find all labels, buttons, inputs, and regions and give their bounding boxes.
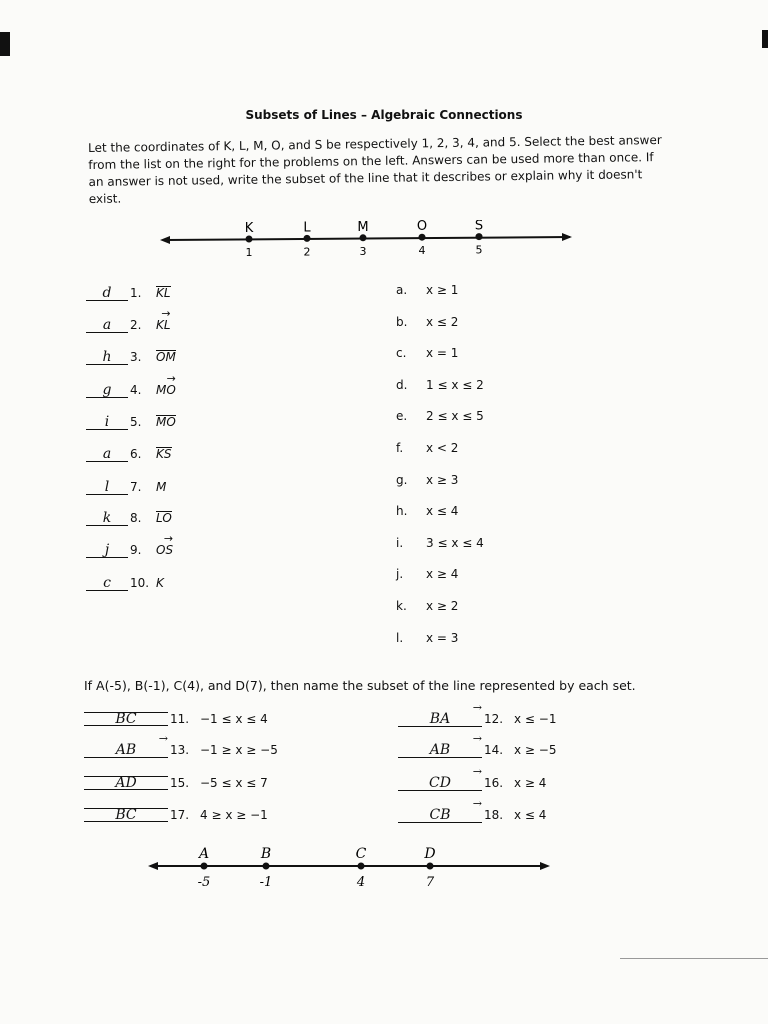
point-K xyxy=(246,236,253,243)
problem-number: 9. xyxy=(130,543,142,557)
set-problem-row xyxy=(398,732,557,758)
answer-blank[interactable]: AB → xyxy=(84,743,168,758)
answer-blank[interactable]: j xyxy=(86,543,128,558)
problem-number: 18. xyxy=(484,808,504,822)
option-expression: x ≤ 2 xyxy=(426,314,459,329)
point-coordinate-A: -5 xyxy=(197,875,211,890)
option-letter: h. xyxy=(396,504,408,519)
problem-row xyxy=(86,415,176,430)
point-M xyxy=(360,234,367,241)
option-letter: d. xyxy=(396,377,408,392)
option-letter: i. xyxy=(396,535,404,550)
problem-number: 5. xyxy=(130,415,142,429)
number-line-1 xyxy=(160,220,580,262)
binder-mark-left xyxy=(0,32,10,56)
problem-set: LO xyxy=(156,511,172,525)
ray-arrow-icon: → xyxy=(472,701,482,714)
option-expression: x ≥ 4 xyxy=(426,567,459,582)
ray-arrow-icon: → xyxy=(472,732,482,745)
set-problem-row xyxy=(398,765,547,791)
page-title: Subsets of Lines – Algebraic Connections xyxy=(245,108,523,122)
set-expression: −1 ≤ x ≤ 4 xyxy=(200,712,268,726)
right-arrow-icon xyxy=(562,233,572,241)
answer-blank[interactable]: d xyxy=(86,286,128,301)
set-problem-row xyxy=(398,797,547,823)
problem-number: 4. xyxy=(130,383,142,397)
option-expression: x ≤ 4 xyxy=(426,504,459,519)
answer-blank[interactable]: BA → xyxy=(398,712,482,727)
part2-prompt: If A(-5), B(-1), C(4), and D(7), then name the subset of the line represented by each set. xyxy=(84,678,636,693)
set-expression: x ≥ −5 xyxy=(514,743,557,757)
answer-blank[interactable]: CD → xyxy=(398,776,482,791)
right-arrow-icon xyxy=(540,862,550,870)
problem-set: MO xyxy=(156,415,176,429)
problem-row xyxy=(86,286,171,301)
option-row xyxy=(396,283,458,297)
option-expression: 1 ≤ x ≤ 2 xyxy=(426,377,484,392)
problem-number: 14. xyxy=(484,743,504,757)
option-letter: l. xyxy=(396,630,404,645)
problem-set: M xyxy=(156,480,167,494)
answer-blank[interactable]: a xyxy=(86,318,128,333)
problem-set: KL xyxy=(156,286,171,300)
problem-number: 11. xyxy=(170,712,190,726)
problem-row xyxy=(86,532,174,558)
answer-blank[interactable]: BC xyxy=(84,712,168,726)
option-row xyxy=(396,378,484,392)
point-coordinate-C: 4 xyxy=(356,875,366,890)
binder-mark-right xyxy=(762,30,768,48)
problem-number: 13. xyxy=(170,743,190,757)
problem-number: 10. xyxy=(130,576,150,590)
point-label-O: O xyxy=(416,220,428,235)
problem-row xyxy=(86,350,176,365)
option-expression: x ≥ 3 xyxy=(426,472,459,487)
left-arrow-icon xyxy=(160,236,170,244)
option-row xyxy=(396,504,458,518)
number-line-2 xyxy=(148,844,552,894)
point-B xyxy=(263,863,270,870)
option-letter: k. xyxy=(396,599,407,613)
set-problem-row xyxy=(398,701,557,727)
point-O xyxy=(419,234,426,241)
ray-arrow-icon: → xyxy=(163,532,174,545)
point-label-K: K xyxy=(244,221,254,236)
point-coordinate-O: 4 xyxy=(418,244,426,258)
option-letter: j. xyxy=(396,567,404,582)
answer-blank[interactable]: a xyxy=(86,447,128,462)
answer-blank[interactable]: g xyxy=(86,383,128,398)
point-label-B: B xyxy=(260,846,272,862)
ray-arrow-icon: → xyxy=(166,372,176,385)
point-A xyxy=(201,863,208,870)
set-problem-row xyxy=(84,776,268,790)
option-expression: x < 2 xyxy=(426,441,459,455)
instructions: Let the coordinates of K, L, M, O, and S be respectively 1, 2, 3, 4, and 5. Select the best answer from the list on the right for the problems on the left. Answers can be used more than once. If an answer is not used, write the subset of the line that it describes or explain why it doesn't exist. xyxy=(88,132,662,206)
option-letter: b. xyxy=(396,314,408,329)
answer-blank[interactable]: k xyxy=(86,511,128,526)
option-expression: 3 ≤ x ≤ 4 xyxy=(426,535,484,550)
ray-arrow-icon: → xyxy=(158,732,168,745)
problem-number: 6. xyxy=(130,447,142,461)
option-row xyxy=(396,315,458,329)
problem-row xyxy=(86,511,172,526)
point-coordinate-M: 3 xyxy=(359,244,367,258)
point-C xyxy=(358,863,365,870)
option-expression: x = 1 xyxy=(426,346,459,361)
point-coordinate-S: 5 xyxy=(475,243,483,257)
option-row xyxy=(396,536,484,550)
ray-arrow-icon: → xyxy=(472,765,482,778)
problem-row xyxy=(86,447,172,462)
set-problem-row xyxy=(84,712,268,726)
ray-arrow-icon: → xyxy=(161,307,171,320)
problem-set: OS → xyxy=(156,532,174,557)
option-row xyxy=(396,473,458,487)
option-row xyxy=(396,346,458,360)
answer-blank[interactable]: l xyxy=(86,480,128,495)
option-row xyxy=(396,631,458,645)
point-label-A: A xyxy=(198,846,210,862)
answer-blank[interactable]: AB → xyxy=(398,743,482,758)
footer-rule xyxy=(620,958,768,959)
problem-set: MO → xyxy=(156,372,176,397)
answer-blank[interactable]: CB → xyxy=(398,808,482,823)
point-D xyxy=(427,863,434,870)
point-label-D: D xyxy=(424,846,436,862)
set-problem-row xyxy=(84,808,268,822)
point-coordinate-K: 1 xyxy=(245,246,253,259)
point-coordinate-D: 7 xyxy=(425,875,435,890)
set-expression: −1 ≥ x ≥ −5 xyxy=(200,743,278,757)
set-expression: −5 ≤ x ≤ 7 xyxy=(200,776,268,790)
problem-row xyxy=(86,372,176,398)
problem-number: 15. xyxy=(170,776,190,790)
option-letter: g. xyxy=(396,472,408,487)
problem-row xyxy=(86,307,171,333)
answer-blank[interactable]: c xyxy=(86,576,128,591)
problem-number: 12. xyxy=(484,712,504,726)
problem-set: KL → xyxy=(156,307,171,332)
option-row xyxy=(396,567,458,581)
problem-set: OM xyxy=(156,350,176,364)
set-expression: x ≥ 4 xyxy=(514,776,547,790)
problem-number: 7. xyxy=(130,480,142,494)
option-expression: x ≥ 2 xyxy=(426,599,459,613)
answer-blank[interactable]: BC xyxy=(84,808,168,822)
point-label-C: C xyxy=(355,846,367,862)
option-expression: x = 3 xyxy=(426,630,459,645)
point-label-S: S xyxy=(474,220,484,234)
point-coordinate-L: 2 xyxy=(303,245,311,259)
option-expression: 2 ≤ x ≤ 5 xyxy=(426,409,484,424)
option-letter: e. xyxy=(396,409,408,424)
answer-blank[interactable]: AD xyxy=(84,776,168,790)
problem-number: 1. xyxy=(130,286,142,300)
option-letter: a. xyxy=(396,283,408,297)
point-label-L: L xyxy=(303,220,311,236)
option-row xyxy=(396,409,484,423)
point-L xyxy=(304,235,311,242)
problem-number: 8. xyxy=(130,511,142,525)
option-expression: x ≥ 1 xyxy=(426,283,459,297)
point-S xyxy=(476,233,483,240)
problem-row xyxy=(86,576,164,591)
ray-arrow-icon: → xyxy=(472,797,482,810)
option-letter: c. xyxy=(396,346,407,361)
point-label-M: M xyxy=(357,220,369,235)
problem-number: 17. xyxy=(170,808,190,822)
set-expression: x ≤ 4 xyxy=(514,808,547,822)
option-letter: f. xyxy=(396,441,404,455)
option-row xyxy=(396,441,458,455)
set-expression: x ≤ −1 xyxy=(514,712,557,726)
set-problem-row xyxy=(84,732,278,758)
answer-blank[interactable]: h xyxy=(86,350,128,365)
answer-blank[interactable]: i xyxy=(86,415,128,430)
problem-row xyxy=(86,480,166,495)
left-arrow-icon xyxy=(148,862,158,870)
problem-set: KS xyxy=(156,447,172,461)
problem-set: K xyxy=(156,576,164,590)
problem-number: 16. xyxy=(484,776,504,790)
set-expression: 4 ≥ x ≥ −1 xyxy=(200,808,268,822)
problem-number: 3. xyxy=(130,350,142,364)
problem-number: 2. xyxy=(130,318,142,332)
point-coordinate-B: -1 xyxy=(259,875,273,890)
option-row xyxy=(396,599,458,613)
